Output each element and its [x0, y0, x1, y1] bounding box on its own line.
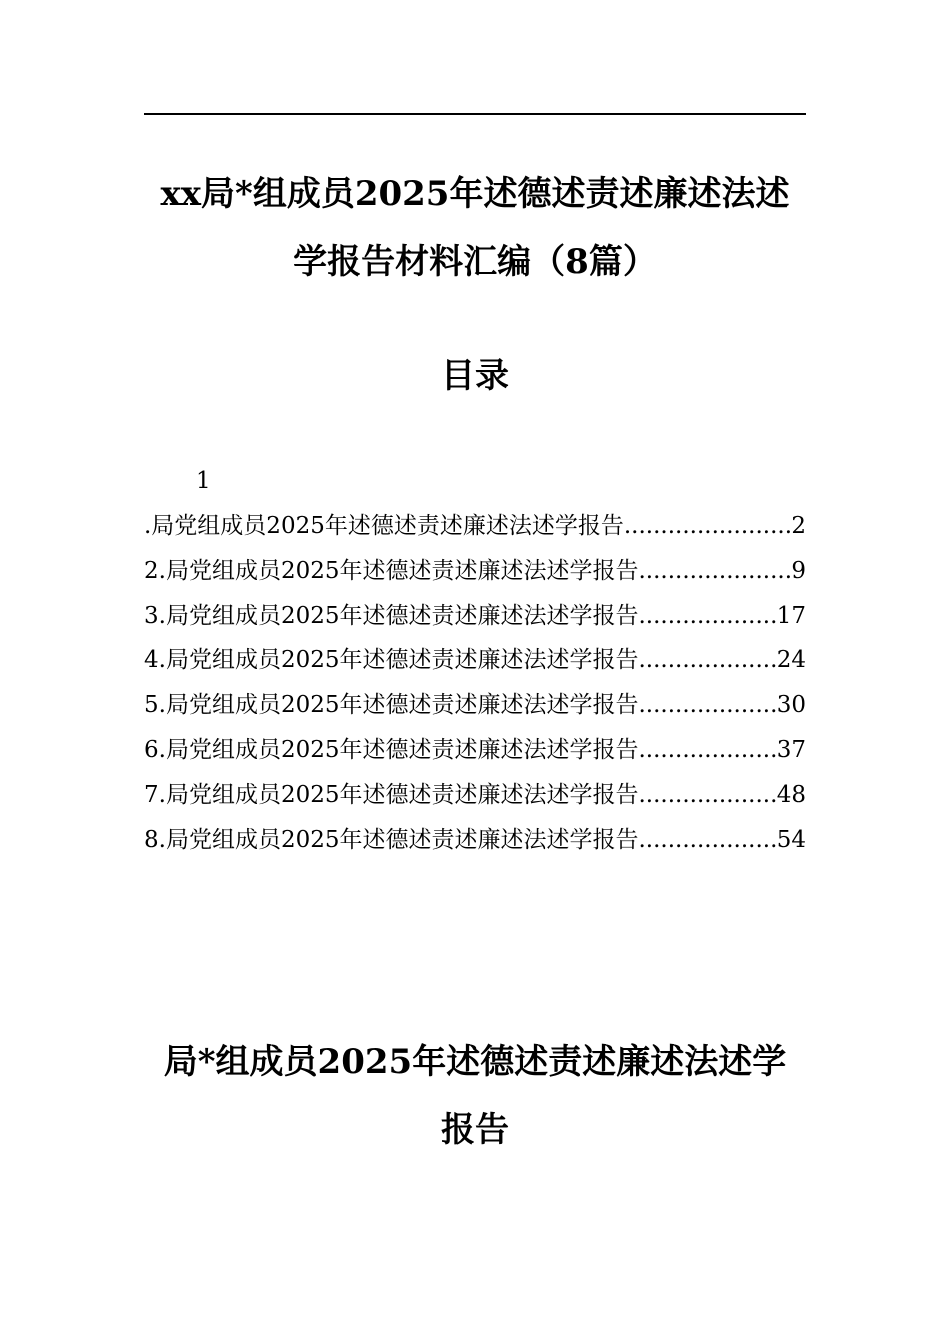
- toc-entry-text: .局党组成员2025年述德述责述廉述法述学报告: [144, 513, 624, 539]
- toc-dot-leader: [638, 779, 776, 811]
- toc-dot-leader: [638, 600, 776, 632]
- toc-heading: 目录: [441, 356, 509, 396]
- toc-entry-text: 6.局党组成员2025年述德述责述廉述法述学报告: [144, 736, 639, 763]
- toc-entry-text: 4.局党组成员2025年述德述责述廉述法述学报告: [144, 647, 639, 674]
- toc-page-number: 37: [776, 736, 806, 763]
- toc-dot-leader: [638, 734, 776, 766]
- toc-entry-8[interactable]: [144, 824, 806, 869]
- toc-entry-text: 5.局党组成员2025年述德述责述廉述法述学报告: [144, 692, 639, 719]
- toc-entry-1[interactable]: [144, 510, 806, 555]
- section-title: [120, 1028, 830, 1164]
- toc-dot-leader: [638, 824, 776, 856]
- toc-dot-leader: [638, 689, 776, 721]
- section-title-line-2: 报告: [441, 1110, 509, 1150]
- toc-entry-4[interactable]: [144, 644, 806, 689]
- toc-page-number: 48: [776, 781, 806, 808]
- toc-entry-text: 8.局党组成员2025年述德述责述廉述法述学报告: [144, 826, 639, 853]
- toc-dot-leader: [624, 510, 792, 542]
- toc-page-number: 30: [776, 692, 806, 719]
- toc-page-number: 24: [776, 647, 806, 674]
- toc-page-number: 9: [791, 557, 806, 584]
- document-title-line-1: xx局*组成员2025年述德述责述廉述法述: [160, 174, 790, 214]
- toc-dot-leader: [638, 644, 776, 676]
- document-title-line-2: 学报告材料汇编（8篇）: [293, 242, 657, 282]
- header-rule: [144, 113, 806, 115]
- toc-entry-text: 2.局党组成员2025年述德述责述廉述法述学报告: [144, 557, 639, 584]
- toc-dot-leader: [638, 555, 791, 587]
- toc-entry-3[interactable]: [144, 600, 806, 645]
- table-of-contents: [144, 510, 806, 868]
- document-title: [120, 160, 830, 296]
- toc-entry-5[interactable]: [144, 689, 806, 734]
- toc-entry-text: 7.局党组成员2025年述德述责述廉述法述学报告: [144, 781, 639, 808]
- toc-entry-7[interactable]: [144, 779, 806, 824]
- toc-entry-text: 3.局党组成员2025年述德述责述廉述法述学报告: [144, 602, 639, 629]
- toc-page-number: 17: [776, 602, 806, 629]
- toc-page-number: 54: [776, 826, 806, 853]
- toc-entry-2[interactable]: [144, 555, 806, 600]
- toc-page-number: 2: [791, 513, 806, 539]
- toc-entry-6[interactable]: [144, 734, 806, 779]
- section-title-line-1: 局*组成员2025年述德述责述廉述法述学: [163, 1042, 787, 1082]
- toc-first-entry-number: 1: [196, 468, 211, 494]
